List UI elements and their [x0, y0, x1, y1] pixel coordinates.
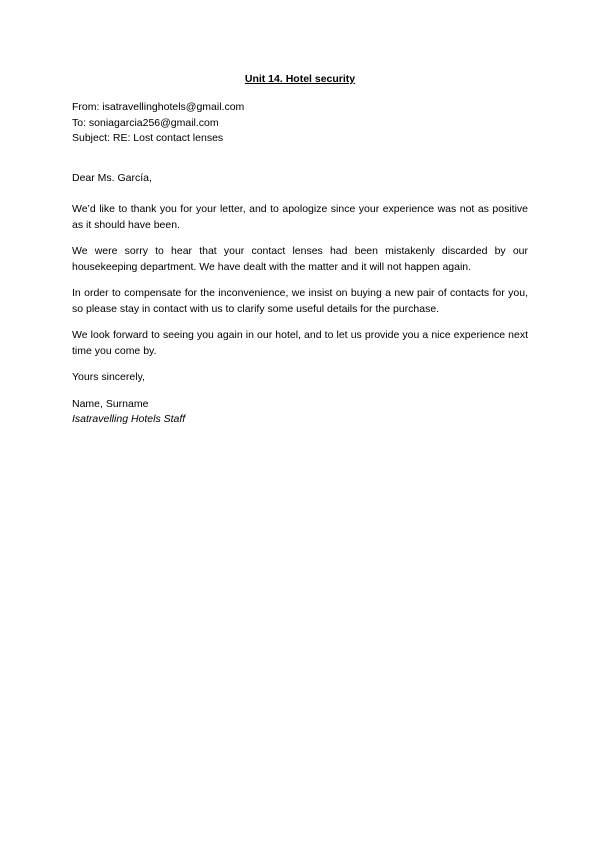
paragraph-1: We’d like to thank you for your letter, and to apologize since your experience was not as positive as it should have been. — [72, 203, 528, 231]
from-line: From: isatravellinghotels@gmail.com — [72, 101, 245, 113]
letter-body — [72, 100, 528, 428]
email-header — [72, 100, 528, 147]
document-title: Unit 14. Hotel security — [244, 73, 356, 85]
paragraph-3: In order to compensate for the inconvenience, we insist on buying a new pair of contacts for you, so please stay in contact with us to clarify some useful details for the purchase. — [72, 287, 528, 315]
closing: Yours sincerely, — [72, 371, 145, 383]
signature-name: Name, Surname — [72, 397, 149, 410]
paragraph-2: We were sorry to hear that your contact lenses had been mistakenly discarded by our housekeeping department. We have dealt with the matter and it will not happen again. — [72, 245, 528, 273]
to-line: To: soniagarcia256@gmail.com — [72, 116, 219, 129]
signature-org: Isatravelling Hotels Staff — [72, 413, 186, 425]
paragraph-4: We look forward to seeing you again in our hotel, and to let us provide you a nice experience next time you come by. — [72, 329, 528, 357]
subject-line: Subject: RE: Lost contact lenses — [72, 132, 224, 144]
greeting: Dear Ms. García, — [72, 171, 152, 184]
